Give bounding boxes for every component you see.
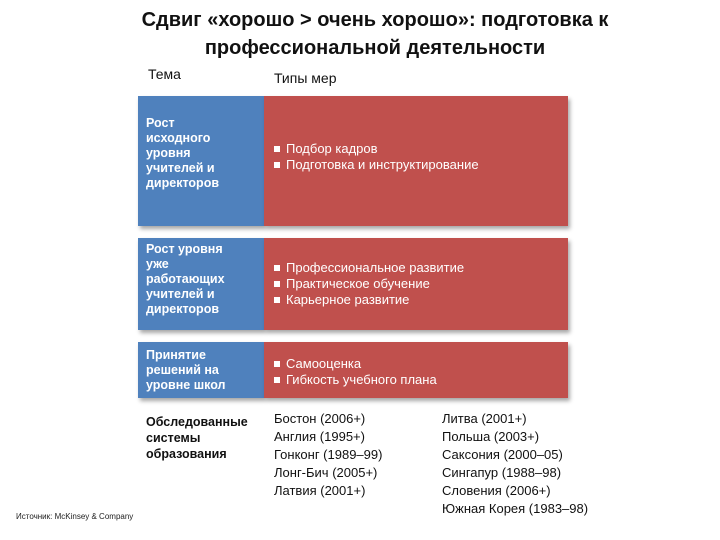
topic-row-1 bbox=[138, 96, 568, 226]
square-bullet-icon bbox=[274, 361, 280, 367]
square-bullet-icon bbox=[274, 265, 280, 271]
source-note: Источник: McKinsey & Company bbox=[16, 512, 134, 521]
square-bullet-icon bbox=[274, 146, 280, 152]
measure-item: Подбор кадров bbox=[274, 141, 568, 157]
topic-line: исходного bbox=[146, 131, 211, 145]
topic-line: уже bbox=[146, 257, 169, 271]
topic-cell bbox=[138, 342, 264, 398]
system-item: Словения (2006+) bbox=[442, 483, 551, 498]
page-title bbox=[60, 6, 690, 62]
topic-line: учителей и bbox=[146, 161, 215, 175]
topic-line: директоров bbox=[146, 302, 220, 316]
square-bullet-icon bbox=[274, 377, 280, 383]
title-line-2: профессиональной деятельности bbox=[204, 37, 546, 59]
title-line-1: Сдвиг «хорошо > очень хорошо»: подготовка к bbox=[141, 9, 609, 31]
system-item: Сингапур (1988–98) bbox=[442, 465, 562, 480]
topic-line: Рост уровня bbox=[146, 242, 223, 256]
measure-item: Гибкость учебного плана bbox=[274, 372, 568, 388]
measures-cell bbox=[264, 96, 568, 226]
system-item: Литва (2001+) bbox=[442, 411, 527, 426]
measures-cell bbox=[264, 238, 568, 330]
measure-item: Подготовка и инструктирование bbox=[274, 157, 568, 173]
topic-line: учителей и bbox=[146, 287, 215, 301]
system-item: Польша (2003+) bbox=[442, 429, 540, 444]
measures-column-header: Типы мер bbox=[274, 70, 337, 86]
topic-line: уровня bbox=[146, 146, 191, 160]
topic-row-2 bbox=[138, 238, 568, 330]
topic-cell bbox=[138, 96, 264, 226]
topic-row-3 bbox=[138, 342, 568, 398]
square-bullet-icon bbox=[274, 162, 280, 168]
system-item: Саксония (2000–05) bbox=[442, 447, 563, 462]
measure-item: Самооценка bbox=[274, 356, 568, 372]
topic-line: Принятие bbox=[146, 348, 206, 362]
topic-column-header: Тема bbox=[148, 66, 181, 82]
systems-list-2 bbox=[442, 410, 588, 518]
system-item: Гонконг (1989–99) bbox=[274, 447, 383, 462]
topic-line: директоров bbox=[146, 176, 220, 190]
square-bullet-icon bbox=[274, 281, 280, 287]
system-item: Англия (1995+) bbox=[274, 429, 365, 444]
measures-cell bbox=[264, 342, 568, 398]
system-item: Южная Корея (1983–98) bbox=[442, 501, 589, 516]
topic-line: работающих bbox=[146, 272, 225, 286]
system-item: Бостон (2006+) bbox=[274, 411, 366, 426]
topic-line: решений на bbox=[146, 363, 219, 377]
measure-item: Практическое обучение bbox=[274, 276, 568, 292]
system-item: Латвия (2001+) bbox=[274, 483, 366, 498]
systems-list-1 bbox=[274, 410, 382, 500]
measure-item: Карьерное развитие bbox=[274, 292, 568, 308]
system-item: Лонг-Бич (2005+) bbox=[274, 465, 378, 480]
measure-item: Профессиональное развитие bbox=[274, 260, 568, 276]
surveyed-systems-label: Обследованные системы образования bbox=[146, 415, 248, 461]
topic-line: уровне школ bbox=[146, 378, 226, 392]
topic-line: Рост bbox=[146, 116, 175, 130]
square-bullet-icon bbox=[274, 297, 280, 303]
topic-cell bbox=[138, 238, 264, 330]
